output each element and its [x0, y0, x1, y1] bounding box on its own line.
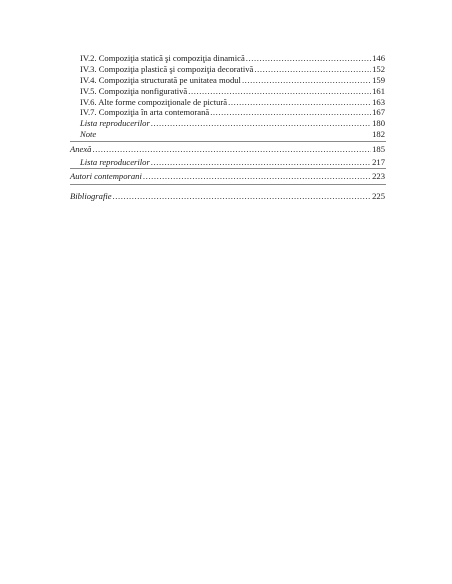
- toc-entry-label: IV.4. Compoziţia structurată pe unitatea modul: [80, 75, 241, 85]
- section-divider: [70, 141, 386, 142]
- toc-entry-iv5: [80, 86, 385, 96]
- section-divider: [70, 168, 386, 169]
- toc-entry-page: 152: [372, 64, 385, 74]
- toc-entry-label: IV.2. Compoziţia statică şi compoziţia dinamică: [80, 53, 245, 63]
- toc-entry-iv4: [80, 75, 385, 85]
- toc-entry-page: 146: [372, 53, 385, 63]
- toc-entry-page: 185: [372, 144, 385, 154]
- toc-entry-page: 217: [372, 157, 385, 167]
- toc-entry-label: Bibliografie: [70, 191, 112, 201]
- toc-leader-dots: [151, 157, 371, 167]
- toc-leader-dots: [188, 86, 371, 96]
- toc-entry-label: Anexă: [70, 144, 92, 154]
- toc-leader-dots: [92, 144, 371, 154]
- toc-entry-iv3: [80, 64, 385, 74]
- toc-entry-label: Lista reproducerilor: [80, 118, 150, 128]
- toc-entry-page: 159: [372, 75, 385, 85]
- toc-entry-iv2: [80, 53, 385, 63]
- toc-leader-dots: [210, 107, 371, 117]
- toc-entry-page: 163: [372, 97, 385, 107]
- toc-entry-page: 167: [372, 107, 385, 117]
- toc-entry-label: Lista reproducerilor: [80, 157, 150, 167]
- toc-entry-label: IV.6. Alte forme compoziţionale de pictură: [80, 97, 228, 107]
- toc-entry-iv7: [80, 107, 385, 117]
- toc-entry-note: [80, 129, 385, 139]
- toc-entry-autori-contemporani: [70, 171, 385, 181]
- toc-entry-label: Autori contemporani: [70, 171, 142, 181]
- toc-leader-dots: [254, 64, 371, 74]
- toc-entry-iv6: [80, 97, 385, 107]
- toc-leader-dots: [228, 97, 371, 107]
- toc-leader-dots: [242, 75, 371, 85]
- toc-entry-page: 180: [372, 118, 385, 128]
- section-divider: [70, 184, 386, 185]
- toc-entry-lista-reproducerilor-1: [80, 118, 385, 128]
- toc-leader-dots: [151, 118, 371, 128]
- toc-entry-anexa: [70, 144, 385, 154]
- toc-entry-page: 225: [372, 191, 385, 201]
- toc-entry-page: 223: [372, 171, 385, 181]
- toc-leader-dots: [143, 171, 371, 181]
- toc-entry-bibliografie: [70, 191, 385, 201]
- toc-entry-label: Note: [80, 129, 97, 139]
- toc-entry-page: 161: [372, 86, 385, 96]
- toc-leader-dots: [246, 53, 371, 63]
- toc-entry-page: 182: [372, 129, 385, 139]
- toc-entry-label: IV.5. Compoziţia nonfigurativă: [80, 86, 188, 96]
- toc-entry-label: IV.3. Compoziţia plastică şi compoziţia decorativă: [80, 64, 254, 74]
- toc-entry-lista-reproducerilor-2: [80, 157, 385, 167]
- toc-leader-dots: [113, 191, 372, 201]
- toc-entry-label: IV.7. Compoziţia în arta contemorană: [80, 107, 210, 117]
